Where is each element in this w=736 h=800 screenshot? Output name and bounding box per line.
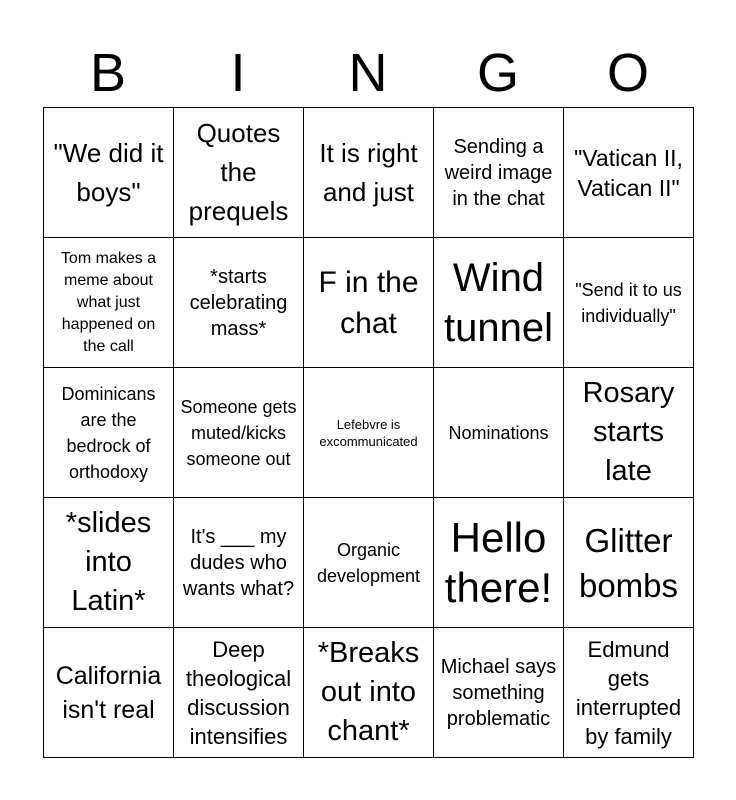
cell-text: Rosary starts late [582,377,675,487]
bingo-cell[interactable] [304,628,434,758]
bingo-cell[interactable] [304,498,434,628]
cell-text: *slides into Latin* [65,507,152,617]
cell-text: "We did it boys" [53,137,164,207]
header-letter-o: O [606,43,649,103]
bingo-cell[interactable] [304,238,434,368]
bingo-grid [43,107,694,758]
bingo-cell[interactable] [174,628,304,758]
bingo-cell[interactable] [44,108,174,238]
cell-text: Someone gets muted/kicks someone out [180,396,297,469]
bingo-cell[interactable] [44,628,174,758]
cell-text: *Breaks out into chant* [317,637,420,747]
bingo-cell[interactable] [44,238,174,368]
cell-text: Michael says something problematic [440,655,557,730]
cell-text: "Vatican II, Vatican II" [574,144,683,201]
bingo-cell[interactable] [44,498,174,628]
bingo-cell[interactable] [434,628,564,758]
cell-text: F in the chat [318,265,419,340]
cell-text: Sending a weird image in the chat [444,135,553,210]
bingo-cell[interactable] [174,368,304,498]
bingo-cell[interactable] [174,498,304,628]
header-letter-b: B [89,43,127,103]
cell-text: *starts celebrating mass* [189,265,288,340]
cell-text: It's ___ my dudes who wants what? [182,525,295,600]
bingo-header [43,42,693,104]
bingo-cell[interactable] [564,498,694,628]
cell-text: It is right and just [319,137,418,207]
bingo-cell[interactable] [434,108,564,238]
header-letter-g: G [476,43,519,103]
bingo-cell[interactable] [174,108,304,238]
bingo-cell[interactable] [564,368,694,498]
bingo-cell[interactable] [174,238,304,368]
cell-text: Lefebvre is excommunicated [319,416,418,449]
cell-text: California isn't real [55,661,162,724]
cell-text: Nominations [448,422,549,443]
bingo-cell[interactable] [564,238,694,368]
cell-text: Organic development [316,539,421,586]
cell-text: Dominicans are the bedrock of orthodoxy [61,383,156,482]
bingo-cell[interactable] [44,368,174,498]
bingo-cell[interactable] [564,108,694,238]
cell-text: Quotes the prequels [188,118,289,226]
bingo-cell[interactable] [304,108,434,238]
header-letter-i: I [230,43,246,103]
cell-text: Edmund gets interrupted by family [575,636,682,749]
cell-text: Deep theological discussion intensifies [185,636,292,749]
cell-text: "Send it to us individually" [575,279,682,326]
bingo-cell[interactable] [564,628,694,758]
bingo-cell[interactable] [434,238,564,368]
cell-text: Wind tunnel [444,255,553,350]
cell-text: Hello there! [444,513,553,611]
bingo-cell[interactable] [304,368,434,498]
bingo-cell[interactable] [434,498,564,628]
header-letter-n: N [348,43,388,103]
cell-text: Glitter bombs [578,521,679,604]
cell-text: Tom makes a meme about what just happened on the call [60,249,157,355]
bingo-cell[interactable] [434,368,564,498]
